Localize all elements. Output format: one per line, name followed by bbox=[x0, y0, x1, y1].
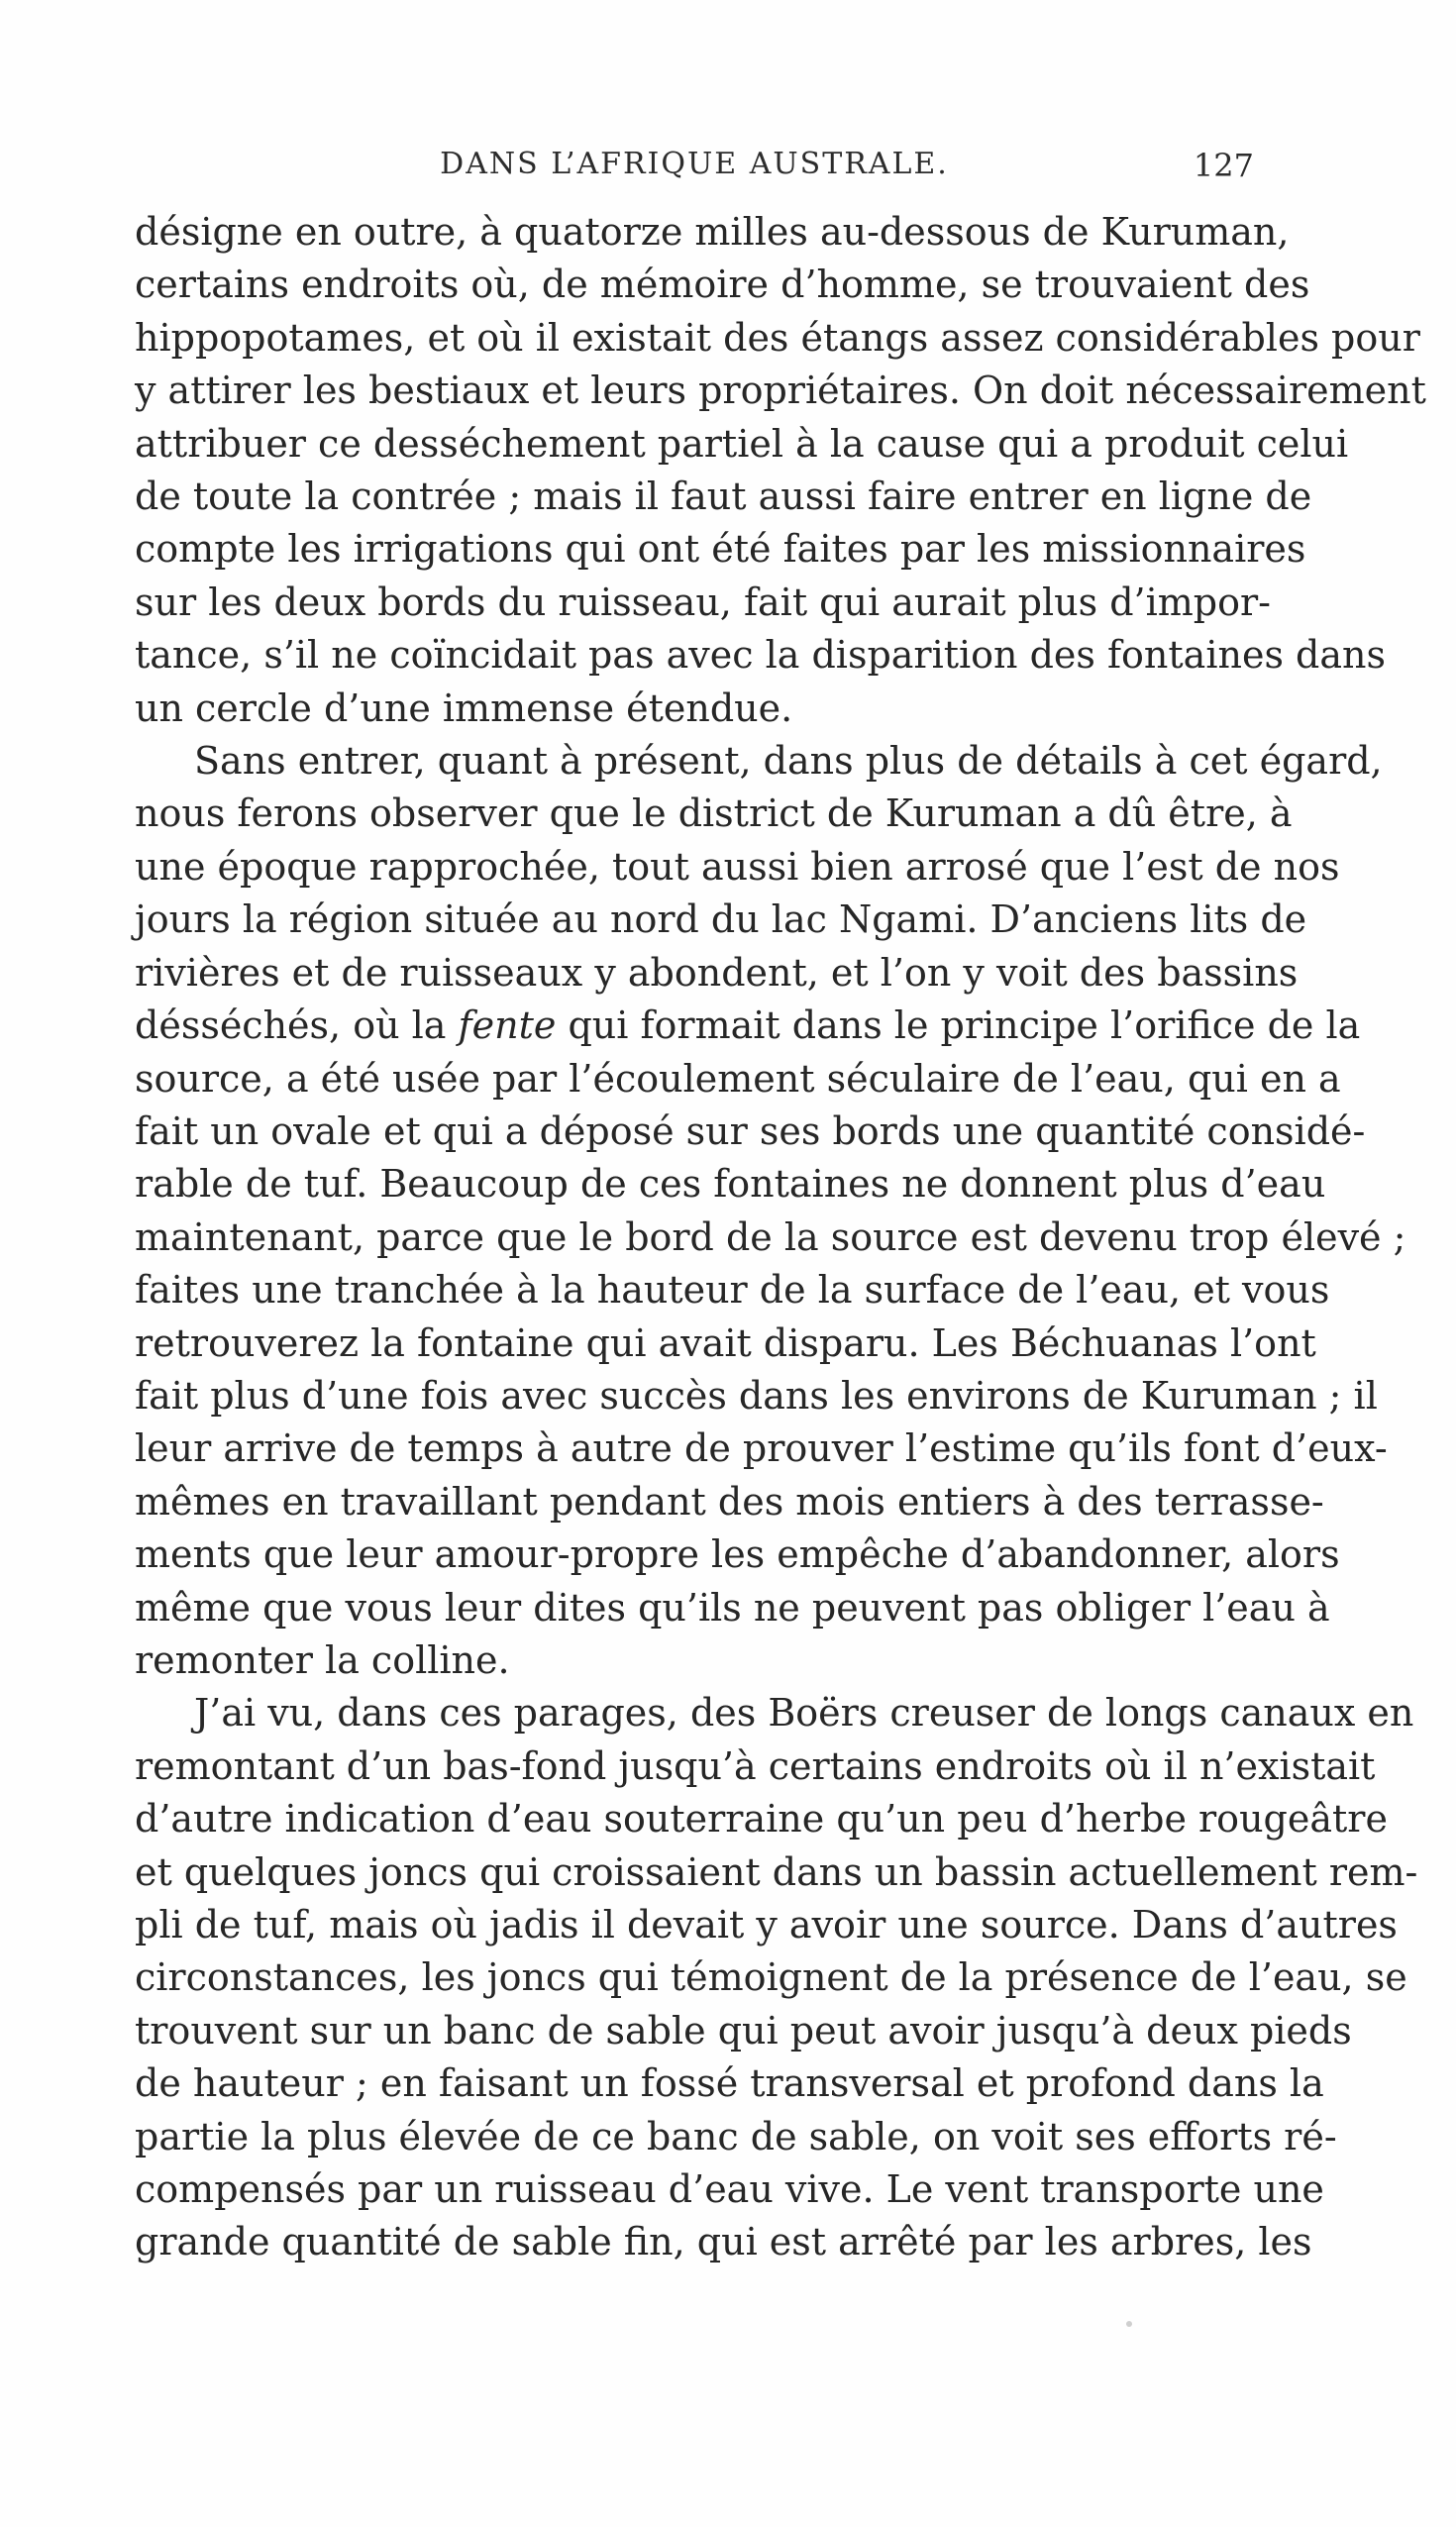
text-line: attribuer ce desséchement partiel à la cause qui a produit celui bbox=[135, 421, 1349, 466]
text-line: trouvent sur un banc de sable qui peut avoir jusqu’à deux pieds bbox=[135, 2008, 1352, 2053]
body-text bbox=[135, 206, 1426, 2269]
text-line: tance, s’il ne coïncidait pas avec la disparition des fontaines dans bbox=[135, 633, 1386, 678]
text-line: remontant d’un bas-fond jusqu’à certains endroits où il n’existait bbox=[135, 1743, 1376, 1788]
text-line: un cercle d’une immense étendue. bbox=[135, 685, 793, 730]
text-line: maintenant, parce que le bord de la source est devenu trop élevé ; bbox=[135, 1214, 1406, 1259]
text-line: mêmes en travaillant pendant des mois entiers à des terrasse- bbox=[135, 1479, 1324, 1524]
text-line: y attirer les bestiaux et leurs propriétaires. On doit nécessairement bbox=[135, 369, 1426, 413]
text-line: J’ai vu, dans ces parages, des Boërs creuser de longs canaux en bbox=[194, 1691, 1414, 1736]
text-line: pli de tuf, mais où jadis il devait y avoir une source. Dans d’autres bbox=[135, 1903, 1398, 1947]
page-header bbox=[135, 147, 1254, 186]
text-line: Sans entrer, quant à présent, dans plus de détails à cet égard, bbox=[194, 739, 1383, 784]
text-line: remonter la colline. bbox=[135, 1637, 510, 1682]
text-line: une époque rapprochée, tout aussi bien arrosé que l’est de nos bbox=[135, 844, 1340, 889]
text-line-with-italic bbox=[135, 1000, 1361, 1052]
text-line: désigne en outre, à quatorze milles au-dessous de Kuruman, bbox=[135, 210, 1290, 254]
text-line: fait plus d’une fois avec succès dans les environs de Kuruman ; il bbox=[135, 1373, 1378, 1418]
text-line: jours la région située au nord du lac Ngami. D’anciens lits de bbox=[135, 897, 1307, 942]
text-line: de hauteur ; en faisant un fossé transversal et profond dans la bbox=[135, 2061, 1324, 2106]
text-line: retrouverez la fontaine qui avait disparu. Les Béchuanas l’ont bbox=[135, 1320, 1316, 1365]
text-segment: désséchés, où la bbox=[135, 1003, 447, 1048]
text-line: certains endroits où, de mémoire d’homme, se trouvaient des bbox=[135, 263, 1310, 307]
text-line: compensés par un ruisseau d’eau vive. Le vent transporte une bbox=[135, 2167, 1324, 2212]
text-line: grande quantité de sable fin, qui est arrêté par les arbres, les bbox=[135, 2220, 1312, 2264]
paragraph-3 bbox=[135, 1687, 1418, 2268]
text-line: fait un ovale et qui a déposé sur ses bords une quantité considé- bbox=[135, 1108, 1366, 1153]
page-number: 127 bbox=[1193, 147, 1254, 184]
text-line: d’autre indication d’eau souterraine qu’un peu d’herbe rougeâtre bbox=[135, 1797, 1388, 1842]
text-line: de toute la contrée ; mais il faut aussi faire entrer en ligne de bbox=[135, 474, 1312, 519]
text-line: circonstances, les joncs qui témoignent de la présence de l’eau, se bbox=[135, 1955, 1407, 2000]
text-line: partie la plus élevée de ce banc de sable, on voit ses efforts ré- bbox=[135, 2114, 1337, 2158]
text-line: ments que leur amour-propre les empêche d’abandonner, alors bbox=[135, 1532, 1340, 1577]
text-line: faites une tranchée à la hauteur de la surface de l’eau, et vous bbox=[135, 1268, 1330, 1313]
text-line: et quelques joncs qui croissaient dans un bassin actuellement rem- bbox=[135, 1849, 1418, 1894]
paper-speck bbox=[1126, 2321, 1132, 2327]
text-line: compte les irrigations qui ont été faites par les missionnaires bbox=[135, 527, 1306, 572]
paragraph-2 bbox=[135, 735, 1406, 1687]
text-line: sur les deux bords du ruisseau, fait qui aurait plus d’impor- bbox=[135, 579, 1271, 624]
text-line: hippopotames, et où il existait des étangs assez considérables pour bbox=[135, 315, 1420, 360]
text-line: même que vous leur dites qu’ils ne peuvent pas obliger l’eau à bbox=[135, 1585, 1330, 1630]
text-line: leur arrive de temps à autre de prouver l’estime qu’ils font d’eux- bbox=[135, 1426, 1388, 1471]
italic-word: fente bbox=[458, 1003, 557, 1048]
text-line: rivières et de ruisseaux y abondent, et l’on y voit des bassins bbox=[135, 950, 1299, 995]
text-line: rable de tuf. Beaucoup de ces fontaines ne donnent plus d’eau bbox=[135, 1162, 1326, 1207]
text-line: nous ferons observer que le district de Kuruman a dû être, à bbox=[135, 791, 1293, 836]
paragraph-1 bbox=[135, 206, 1426, 735]
running-head: DANS L’AFRIQUE AUSTRALE. bbox=[440, 147, 949, 181]
text-line: source, a été usée par l’écoulement séculaire de l’eau, qui en a bbox=[135, 1056, 1341, 1101]
text-segment: qui formait dans le principe l’orifice de la bbox=[568, 1003, 1361, 1048]
